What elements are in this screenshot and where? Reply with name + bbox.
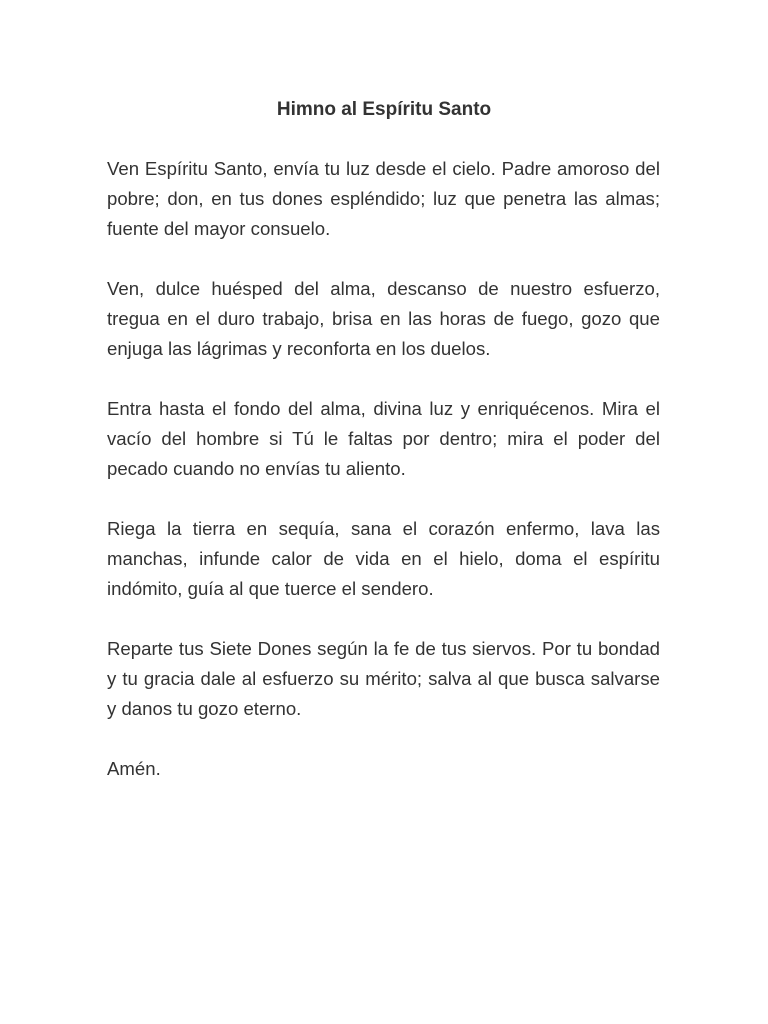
paragraph-2: Ven, dulce huésped del alma, descanso de nuestro esfuerzo, tregua en el duro trabajo, brisa en las horas de fuego, gozo que enjuga las lágrimas y reconforta en los duelos. (107, 278, 660, 359)
paragraph-4: Riega la tierra en sequía, sana el corazón enfermo, lava las manchas, infunde calor de vida en el hielo, doma el espíritu indómito, guía al que tuerce el sendero. (107, 518, 660, 599)
paragraph-1: Ven Espíritu Santo, envía tu luz desde el cielo. Padre amoroso del pobre; don, en tus dones espléndido; luz que penetra las almas; fuente del mayor consuelo. (107, 158, 660, 239)
paragraph-3: Entra hasta el fondo del alma, divina luz y enriquécenos. Mira el vacío del hombre si Tú le faltas por dentro; mira el poder del pecado cuando no envías tu aliento. (107, 398, 660, 479)
paragraph-5: Reparte tus Siete Dones según la fe de tus siervos. Por tu bondad y tu gracia dale al esfuerzo su mérito; salva al que busca salvarse y danos tu gozo eterno. (107, 638, 660, 719)
document-title: Himno al Espíritu Santo (276, 99, 492, 120)
document-body (107, 154, 660, 814)
closing-amen: Amén. (107, 758, 161, 779)
